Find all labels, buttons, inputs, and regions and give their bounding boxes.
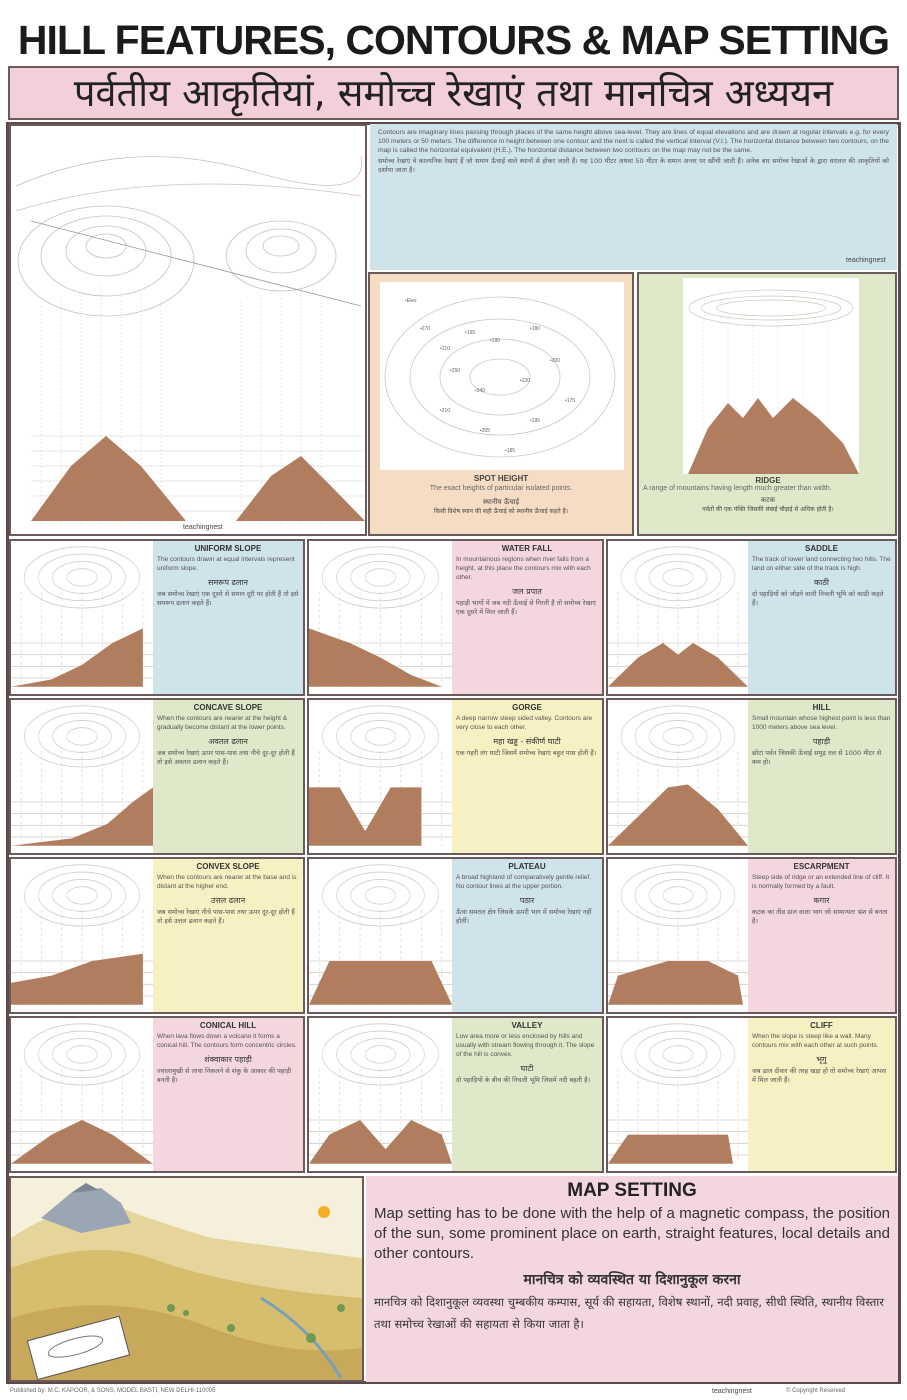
- feature-hindi-desc: जब ढाल दीवार की तरह खड़ा हो तो समोच्च रेखाएं आपस में मिल जाती हैं।: [752, 1067, 887, 1084]
- feature-diagram: [309, 859, 452, 1012]
- feature-desc: When the contours are nearer at the height & gradually become distant at the lower points.: [157, 715, 288, 731]
- feature-hindi-desc: पहाड़ी भागों में जब नदी ऊँचाई से गिरती है तो समोच्च रेखाएं एक दूसरे में मिल जाती हैं।: [456, 599, 597, 616]
- footer-copyright: © Copyright Reserved: [786, 1388, 846, 1394]
- intro-hindi: समोच्च रेखाएं वे काल्पनिक रेखाएं हैं जो समान ऊँचाई वाले स्थानों से होकर जाती हैं। यह 100 मीटर अथवा 50 मीटर के समान अन्तर पर खींची जाती हैं। अनेक बार समोच्च रेखाओं के द्वारा धरातल की आकृतियों को दर्शाया जाता है।: [378, 157, 889, 174]
- spot-height-desc: The exact heights of particular isolated points.: [429, 485, 573, 492]
- feature-text: [153, 700, 303, 853]
- feature-diagram: [11, 541, 153, 694]
- chart-subtitle-hindi: पर्वतीय आकृतियां, समोच्च रेखाएं तथा मानचित्र अध्ययन: [8, 66, 899, 120]
- ridge-hindi-desc: पर्वतों की एक पंक्ति जिसकी लंबाई चौड़ाई से अधिक होती है।: [702, 506, 834, 513]
- feature-title: VALLEY: [511, 1021, 543, 1030]
- watermark-intro: teachingnest: [846, 257, 886, 264]
- spot-height-panel: [368, 272, 634, 536]
- svg-text:•190: •190: [490, 338, 501, 344]
- feature-hindi-title: अवतल ढलान: [208, 737, 248, 746]
- feature-diagram: [608, 700, 748, 853]
- feature-diagram: [309, 1018, 452, 1171]
- feature-desc: Low area more or less enclosed by hills and usually with stream flowing through it. The slope of the hill is convex.: [456, 1033, 595, 1058]
- svg-text:•210: •210: [440, 346, 451, 352]
- svg-text:•250: •250: [450, 368, 461, 374]
- feature-hindi-desc: जब समोच्च रेखाएं ऊपर पास-पास तथा नीचे दूर-दूर होती हैं तो इसे अवतल ढलान कहते हैं।: [157, 749, 295, 766]
- feature-title: CLIFF: [810, 1021, 833, 1030]
- feature-title: ESCARPMENT: [793, 862, 850, 871]
- svg-text:•220: •220: [520, 378, 531, 384]
- intro-english: Contours are imaginary lines passing through places of the same height above sea-level. They are lines of equal elevations and are drawn at regular intervals e.g. for every 100 meters or 50 meters. The difference in height between one contour and the next is called the vertical interval (V.I.). The horizontal distance between two contours, on the map is called the horizontal equivalent (H.E.). The horizontal distance between two contours on the map may not be the same.: [378, 129, 889, 154]
- feature-text: [452, 859, 602, 1012]
- feature-hindi-title: समरूप ढलान: [208, 578, 248, 587]
- ridge-diagram: [683, 278, 859, 474]
- contour-diagram: [11, 126, 365, 534]
- map-setting-hindi-title: मानचित्र को व्यवस्थित या दिशानुकूल करना: [523, 1272, 741, 1288]
- feature-diagram: [11, 700, 153, 853]
- feature-desc: When the slope is steep like a wall. Many contours mix with each other at such points.: [752, 1033, 879, 1049]
- feature-title: SADDLE: [805, 544, 838, 553]
- ridge-panel: [637, 272, 897, 536]
- feature-text: [452, 1018, 602, 1171]
- feature-diagram: [309, 541, 452, 694]
- feature-title: GORGE: [512, 703, 542, 712]
- feature-saddle: [606, 539, 897, 696]
- feature-text: [153, 1018, 303, 1171]
- feature-cliff: [606, 1016, 897, 1173]
- spot-height-hindi-desc: किसी विशेष स्थान की सही ऊँचाई को स्थानीय ऊँचाई कहते हैं।: [433, 508, 568, 515]
- feature-title: CONCAVE SLOPE: [193, 703, 263, 712]
- feature-hindi-desc: जब समोच्च रेखाएं एक दूसरे से समान दूरी पर होती हैं तो इसे समरूप ढलान कहते हैं।: [157, 590, 299, 607]
- feature-water-fall: [307, 539, 604, 696]
- svg-text:•195: •195: [465, 330, 476, 336]
- feature-conical-hill: [9, 1016, 305, 1173]
- feature-text: [748, 541, 895, 694]
- feature-desc: A broad highland of comparatively gentle relief. No contour lines at the upper portion.: [456, 874, 592, 890]
- watermark-main: teachingnest: [183, 524, 223, 531]
- map-setting-text: Map setting has to be done with the help of a magnetic compass, the position of the sun, some prominent place on earth, straight features, local details and other contours.: [374, 1205, 890, 1262]
- spot-height-hindi-title: स्थानीय ऊँचाई: [482, 498, 520, 506]
- feature-text: [748, 859, 895, 1012]
- feature-diagram: [309, 700, 452, 853]
- feature-gorge: [307, 698, 604, 855]
- feature-title: WATER FALL: [501, 544, 553, 553]
- feature-hindi-title: काठी: [814, 578, 829, 587]
- feature-desc: In mountainous regions when river falls from a height, at this place the contours mix with each other.: [456, 556, 591, 581]
- feature-text: [748, 1018, 895, 1171]
- feature-title: CONICAL HILL: [199, 1021, 257, 1030]
- footer: [6, 1386, 901, 1400]
- svg-text:•180: •180: [530, 326, 541, 332]
- svg-text:•Elev: •Elev: [405, 298, 417, 304]
- svg-text:•240: •240: [475, 388, 486, 394]
- ridge-desc: A range of mountains having length much greater than width.: [643, 485, 832, 492]
- feature-desc: When lava flows down a volcano it forms a conical hill. The contours form concentric circles.: [157, 1033, 297, 1049]
- feature-text: [153, 859, 303, 1012]
- feature-hindi-title: जल प्रपात: [512, 587, 542, 596]
- feature-title: CONVEX SLOPE: [196, 862, 260, 871]
- feature-desc: Small mountain whose highest point is less than 1000 meters above sea level.: [752, 715, 891, 731]
- svg-text:•205: •205: [480, 428, 491, 434]
- feature-valley: [307, 1016, 604, 1173]
- spot-height-title: SPOT HEIGHT: [473, 474, 529, 483]
- feature-hindi-desc: छोटा पर्वत जिसकी ऊँचाई समुद्र तल से 1000 मीटर से कम हो।: [752, 749, 882, 766]
- feature-hindi-desc: कटक का तीव्र ढाल वाला भाग जो सामान्यतः भ्रंश से बनता है।: [752, 908, 888, 925]
- map-setting-illustration: [9, 1176, 364, 1382]
- feature-diagram: [608, 541, 748, 694]
- feature-hindi-title: पहाड़ी: [812, 737, 831, 746]
- feature-hindi-title: पठार: [519, 896, 535, 905]
- feature-hindi-desc: जब समोच्च रेखाएं नीचे पास-पास तथा ऊपर दूर-दूर होती हैं तो इसे उत्तल ढलान कहते हैं।: [157, 908, 295, 925]
- feature-text: [452, 541, 602, 694]
- chart-title: HILL FEATURES, CONTOURS & MAP SETTING: [17, 17, 890, 63]
- feature-hindi-desc: दो पहाड़ियों को जोड़ने वाली निचली भूमि को काठी कहते हैं।: [752, 590, 884, 607]
- feature-desc: When the contours are nearer at the base and is distant at the higher end.: [157, 874, 297, 890]
- feature-title: UNIFORM SLOPE: [194, 544, 262, 553]
- feature-hindi-title: महा खड्ड - संकीर्ण घाटी: [493, 737, 561, 746]
- ridge-hindi-title: कटक: [760, 496, 776, 504]
- feature-concave-slope: [9, 698, 305, 855]
- feature-text: [452, 700, 602, 853]
- spot-height-map: [380, 282, 624, 470]
- feature-title: PLATEAU: [508, 862, 546, 871]
- svg-text:•210: •210: [440, 408, 451, 414]
- feature-convex-slope: [9, 857, 305, 1014]
- map-setting-panel: [366, 1176, 898, 1382]
- feature-plateau: [307, 857, 604, 1014]
- feature-title: HILL: [812, 703, 831, 712]
- intro-text-panel: [370, 124, 897, 270]
- feature-uniform-slope: [9, 539, 305, 696]
- feature-hindi-title: शंक्वाकार पहाड़ी: [204, 1055, 252, 1064]
- feature-hindi-desc: दो पहाड़ियों के बीच की निचली भूमि जिसमें नदी बहती है।: [456, 1076, 591, 1084]
- feature-escarpment: [606, 857, 897, 1014]
- feature-desc: The contours drawn at equal intervals represent uniform slope.: [157, 556, 295, 572]
- footer-watermark: teachingnest: [712, 1388, 752, 1395]
- feature-hindi-title: उत्तल ढलान: [210, 896, 246, 905]
- main-contour-illustration: [9, 124, 367, 536]
- svg-text:•200: •200: [550, 358, 561, 364]
- feature-hindi-desc: ज्वालामुखी से लावा निकलने से शंकु के आकार की पहाड़ी बनती है।: [157, 1067, 292, 1084]
- feature-hill: [606, 698, 897, 855]
- feature-diagram: [11, 1018, 153, 1171]
- svg-text:•195: •195: [530, 418, 541, 424]
- footer-publisher: Published by: M.C. KAPOOR, & SONS, MODEL BASTI, NEW DELHI-110005: [10, 1388, 216, 1394]
- map-setting-hindi-text: मानचित्र को दिशानुकूल व्यवस्था चुम्बकीय कम्पास, सूर्य की सहायता, विशेष स्थानों, नदी प्रवाह, सीधी स्थिति, स्थानीय विस्तार तथा समोच्च रेखाओं की सहायता से किया जाता है।: [374, 1295, 884, 1331]
- feature-hindi-title: भृगु: [816, 1055, 827, 1064]
- feature-desc: A deep narrow steep sided valley. Contours are very close to each other.: [456, 715, 593, 731]
- feature-diagram: [608, 859, 748, 1012]
- feature-text: [748, 700, 895, 853]
- feature-hindi-title: घाटी: [520, 1064, 534, 1073]
- feature-text: [153, 541, 303, 694]
- ridge-title: RIDGE: [755, 476, 781, 485]
- feature-desc: The track of lower land connecting two hills. The land on either side of the track is high.: [752, 556, 891, 572]
- feature-hindi-desc: ऊँचा समतल क्षेत्र जिसके ऊपरी भाग में समोच्च रेखाएं नहीं होतीं।: [456, 908, 592, 925]
- feature-diagram: [11, 859, 153, 1012]
- svg-text:•270: •270: [420, 326, 431, 332]
- feature-hindi-title: कगार: [813, 896, 830, 905]
- svg-text:•185: •185: [505, 448, 516, 454]
- svg-text:•175: •175: [565, 398, 576, 404]
- feature-desc: Steep side of ridge or an extended line of cliff. It is normally formed by a fault.: [752, 874, 890, 890]
- feature-hindi-desc: एक गहरी तंग घाटी जिसमें समोच्च रेखाएं बहुत पास होती हैं।: [456, 749, 597, 757]
- map-setting-title: MAP SETTING: [567, 1180, 697, 1201]
- feature-diagram: [608, 1018, 748, 1171]
